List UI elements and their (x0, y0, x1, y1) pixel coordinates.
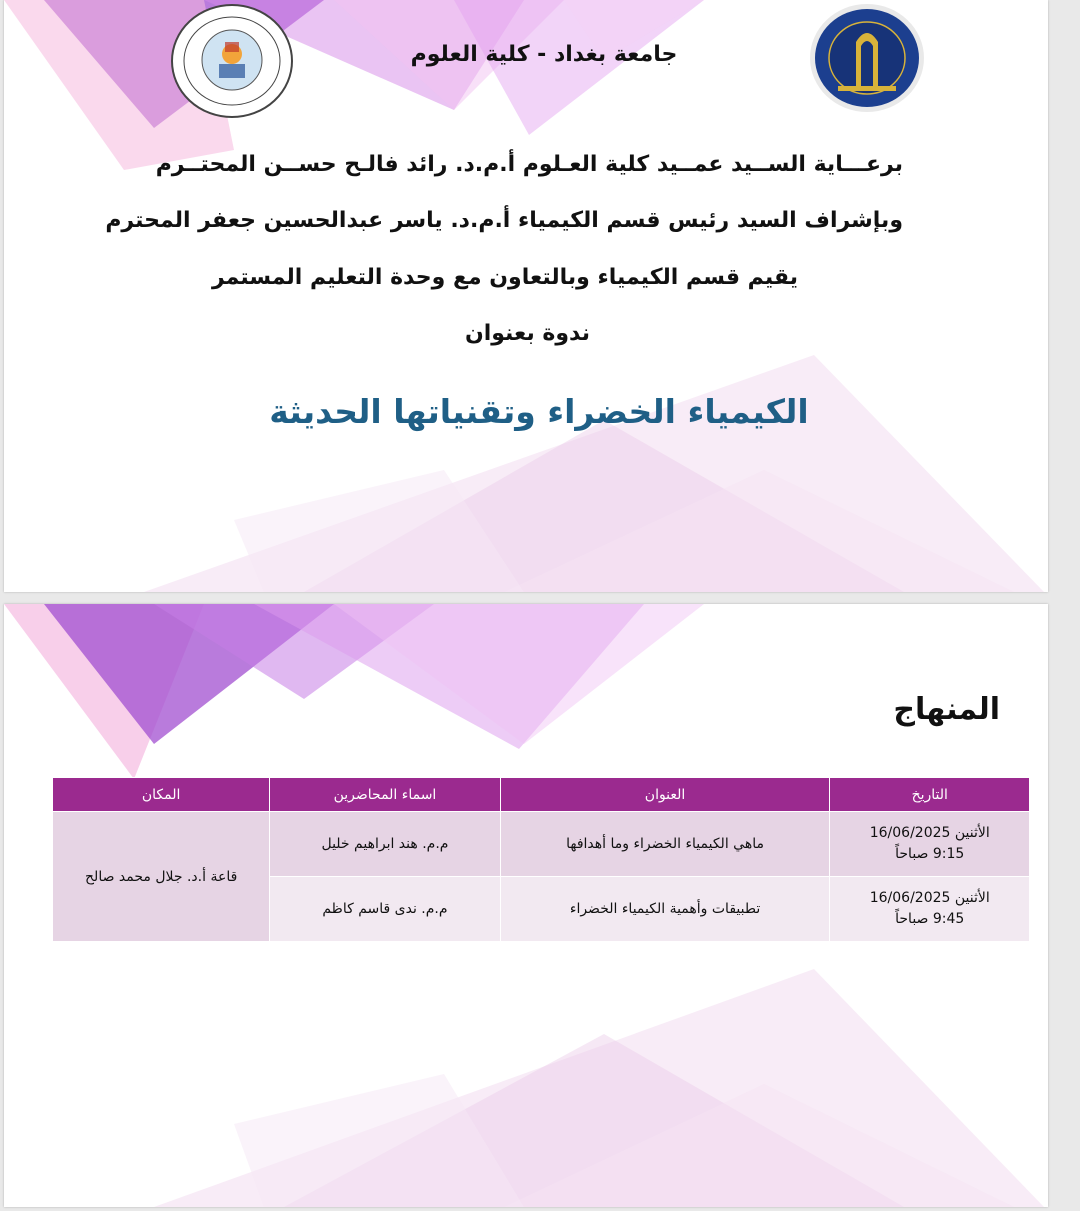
column-header-place: المكان (53, 778, 270, 812)
day-date: الأثنين 16/06/2025 (869, 825, 990, 841)
agenda-header-row (53, 778, 1030, 812)
agenda-heading: المنهاج (893, 692, 1000, 727)
seminar-title: الكيمياء الخضراء وتقنياتها الحديثة (269, 392, 809, 431)
intro-line-seminar: ندوة بعنوان (464, 321, 590, 346)
lecture-title: ماهي الكيمياء الخضراء وما أهدافها (500, 812, 830, 877)
university-college-heading: جامعة بغداد - كلية العلوم (410, 42, 678, 67)
lecturer-name: م.م. هند ابراهيم خليل (270, 812, 500, 877)
college-of-science-logo (169, 2, 295, 120)
column-header-lecturers: اسماء المحاضرين (270, 778, 500, 812)
lecturer-name: م.م. ندى قاسم كاظم (270, 877, 500, 942)
column-header-title: العنوان (500, 778, 830, 812)
date-cell (830, 877, 1030, 942)
university-of-baghdad-logo (808, 2, 926, 114)
time: 9:15 صباحاً (895, 846, 965, 862)
intro-line-supervision: وبإشراف السيد رئيس قسم الكيمياء أ.م.د. ياسر عبدالحسين جعفر المحترم (105, 208, 903, 233)
column-header-date: التاريخ (830, 778, 1030, 812)
lecture-title: تطبيقات وأهمية الكيمياء الخضراء (500, 877, 830, 942)
intro-line-organizer: يقيم قسم الكيمياء وبالتعاون مع وحدة التعليم المستمر (211, 265, 798, 290)
slide-invitation (4, 0, 1048, 592)
time: 9:45 صباحاً (895, 911, 965, 927)
intro-line-patronage: برعـــاية الســيد عمــيد كلية العـلوم أ.م.د. رائد فالـح حســن المحتــرم (155, 152, 903, 177)
table-row (53, 812, 1030, 877)
slide-agenda (4, 604, 1048, 1207)
place-cell: قاعة أ.د. جلال محمد صالح (53, 812, 270, 942)
date-cell (830, 812, 1030, 877)
day-date: الأثنين 16/06/2025 (869, 890, 990, 906)
agenda-table (52, 777, 1030, 942)
